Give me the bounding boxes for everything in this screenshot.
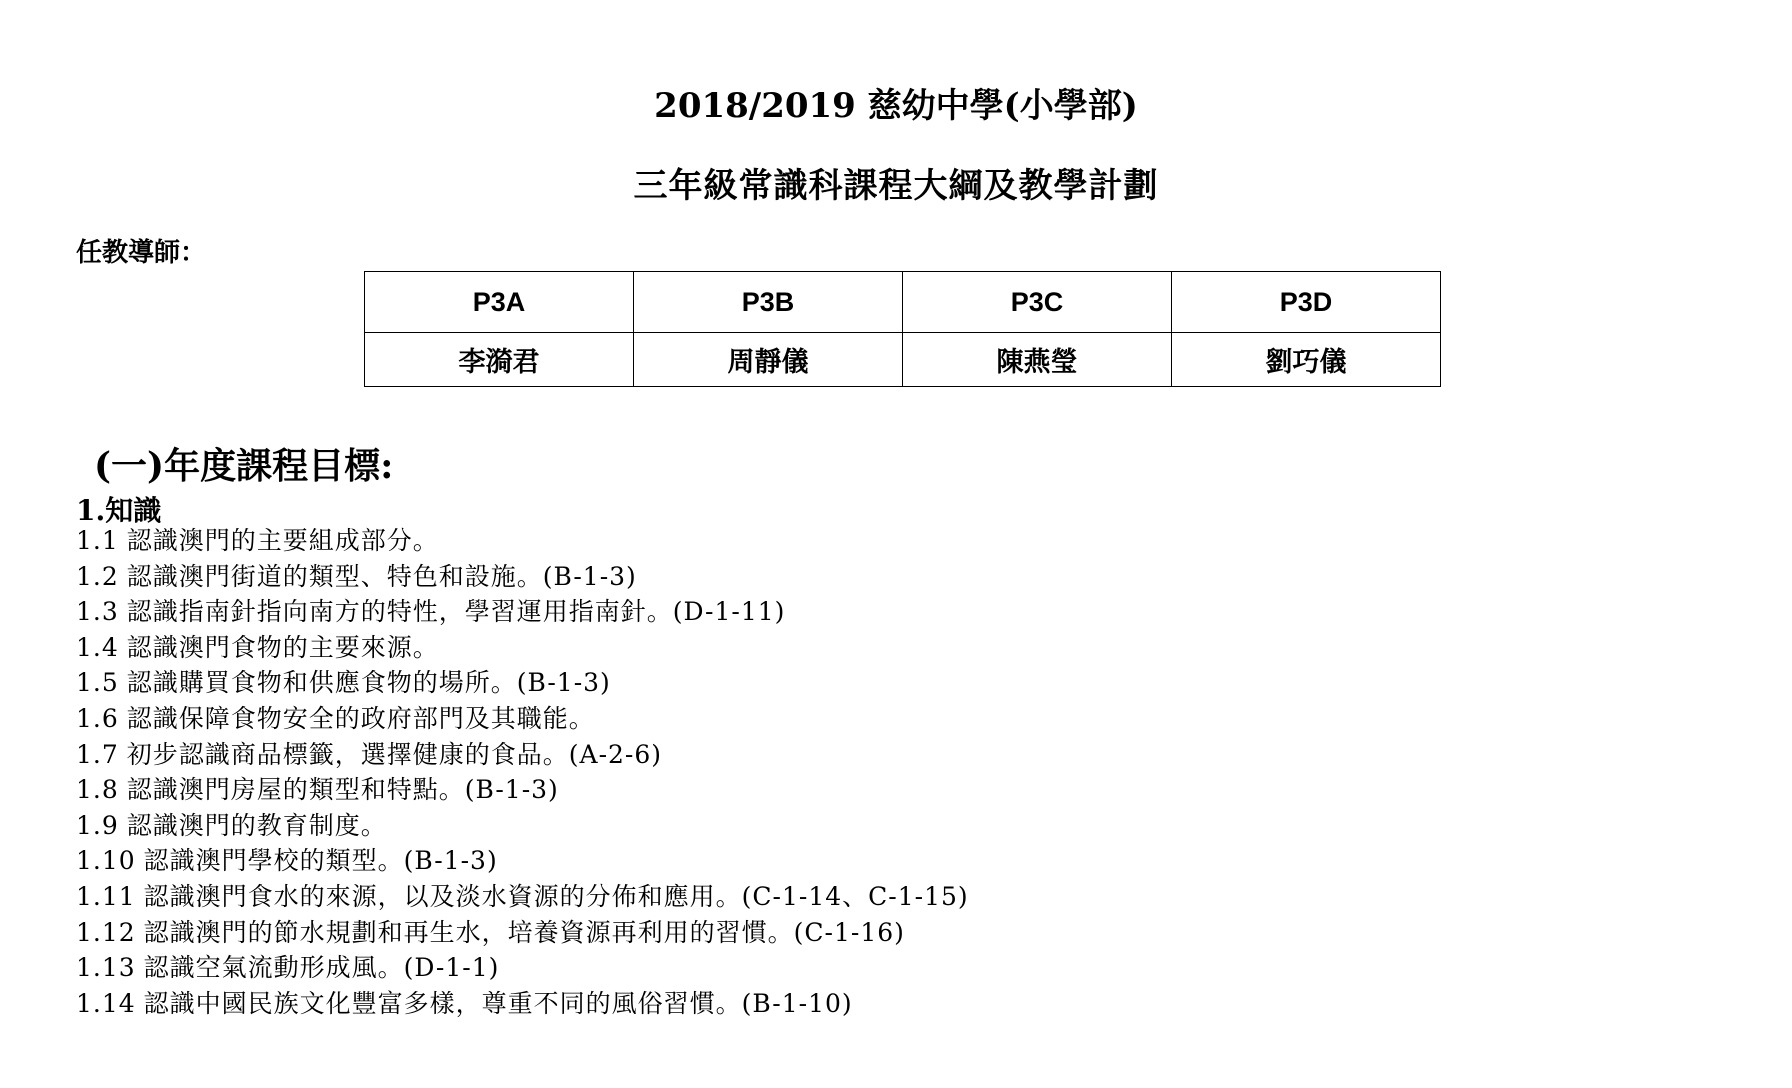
objective-item [76,950,969,986]
teachers-label: 任教導師： [76,238,207,268]
objective-text: 初步認識商品標籤，選擇健康的食品。(A-2-6) [126,739,663,769]
plan-title: 三年級常識科課程大綱及教學計劃 [633,166,1159,206]
objective-item [76,665,969,701]
objective-text: 認識指南針指向南方的特性，學習運用指南針。(D-1-11) [126,597,786,627]
objective-item [76,594,969,630]
objective-item [76,559,969,595]
objective-number: 1.13 [76,953,136,983]
teacher-name-row [365,333,1441,387]
class-cell: P3A [365,272,634,333]
objective-number: 1.10 [76,846,136,876]
class-cell: P3B [634,272,903,333]
teacher-name-cell: 劉巧儀 [1172,333,1441,387]
objective-number: 1.9 [76,810,119,840]
objective-text: 認識澳門的教育制度。 [126,810,387,840]
objective-item [76,772,969,808]
school-title: 2018/2019 慈幼中學(小學部) [654,86,1138,126]
objective-item [76,808,969,844]
objective-text: 認識保障食物安全的政府部門及其職能。 [126,703,595,733]
objective-number: 1.8 [76,775,119,805]
objective-text: 認識澳門的節水規劃和再生水，培養資源再利用的習慣。(C-1-16) [143,917,905,947]
objective-item [76,630,969,666]
objective-item [76,737,969,773]
section-heading: (一)年度課程目標: [94,445,394,487]
teachers-table [364,271,1441,387]
objective-number: 1.12 [76,917,136,947]
objective-item [76,701,969,737]
objective-number: 1.2 [76,561,119,591]
objective-number: 1.7 [76,739,119,769]
subsection-heading: 1.知識 [76,494,162,527]
objectives-list [76,523,969,1021]
objective-number: 1.3 [76,597,119,627]
teacher-name-cell: 陳燕瑩 [903,333,1172,387]
objective-text: 認識中國民族文化豐富多樣，尊重不同的風俗習慣。(B-1-10) [143,988,853,1018]
objective-text: 認識澳門房屋的類型和特點。(B-1-3) [126,775,559,805]
teacher-name-cell: 李漪君 [365,333,634,387]
objective-item [76,915,969,951]
objective-text: 認識澳門的主要組成部分。 [126,526,439,555]
objective-number: 1.11 [76,881,136,911]
objective-item [76,843,969,879]
objective-item [76,523,969,559]
objective-item [76,879,969,915]
objective-text: 認識澳門食水的來源，以及淡水資源的分佈和應用。(C-1-14、C-1-15) [143,881,969,911]
objective-text: 認識澳門食物的主要來源。 [126,632,439,662]
class-row [365,272,1441,333]
teacher-name-cell: 周靜儀 [634,333,903,387]
objective-text: 認識澳門街道的類型、特色和設施。(B-1-3) [126,561,637,591]
objective-number: 1.6 [76,703,119,733]
objective-number: 1.1 [76,526,119,555]
class-cell: P3D [1172,272,1441,333]
objective-text: 認識空氣流動形成風。(D-1-1) [143,953,500,983]
objective-number: 1.14 [76,988,136,1018]
objective-number: 1.5 [76,668,119,698]
objective-item [76,986,969,1022]
objective-text: 認識澳門學校的類型。(B-1-3) [143,846,498,876]
class-cell: P3C [903,272,1172,333]
objective-text: 認識購買食物和供應食物的場所。(B-1-3) [126,668,611,698]
objective-number: 1.4 [76,632,119,662]
